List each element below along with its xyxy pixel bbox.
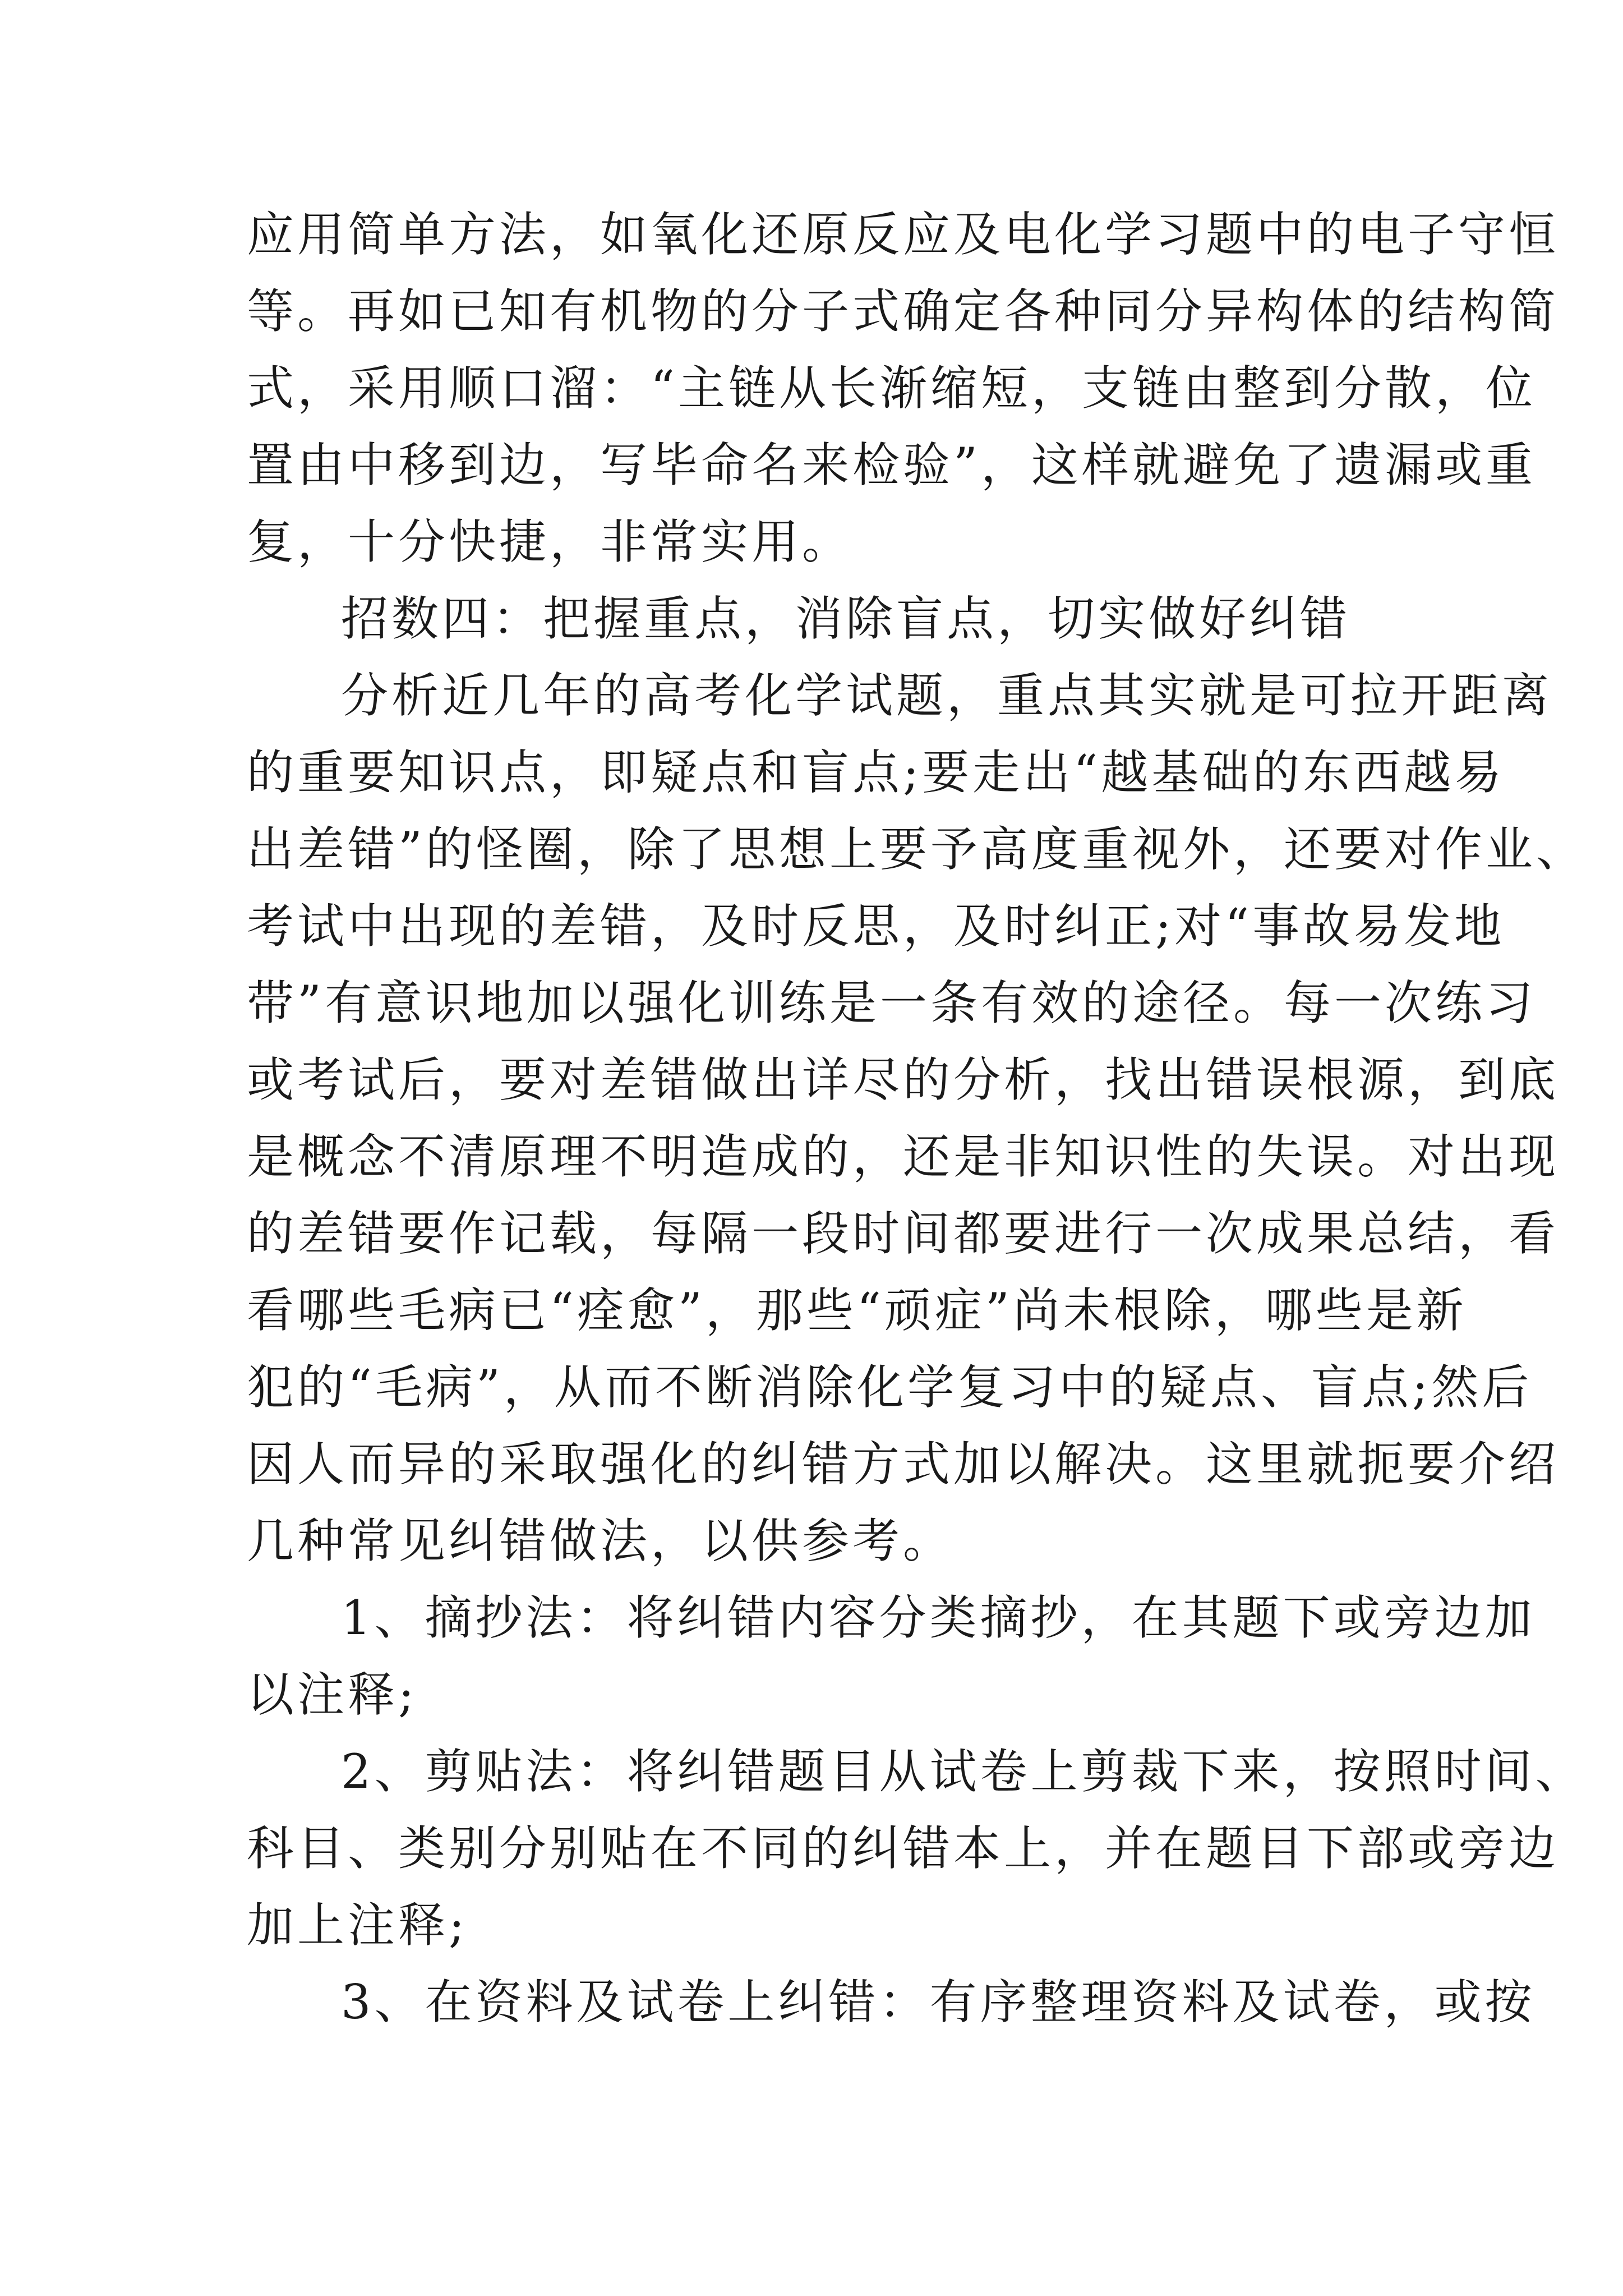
text-line: 分析近几年的高考化学试题，重点其实就是可拉开距离 [341, 668, 1553, 723]
text-line: 是概念不清原理不明造成的，还是非知识性的失误。对出现 [247, 1129, 1560, 1184]
text-line: 带”有意识地加以强化训练是一条有效的途径。每一次练习 [247, 976, 1536, 1030]
text-line: 看哪些毛病已“痊愈”，那些“顽症”尚未根除，哪些是新 [247, 1283, 1467, 1338]
text-line: 因人而异的采取强化的纠错方式加以解决。这里就扼要介绍 [247, 1437, 1560, 1492]
text-line: 以注释; [247, 1667, 418, 1722]
text-line: 复，十分快捷，非常实用。 [247, 514, 853, 569]
text-line: 应用简单方法，如氧化还原反应及电化学习题中的电子守恒 [247, 207, 1560, 262]
text-line: 科目、类别分别贴在不同的纠错本上，并在题目下部或旁边 [247, 1821, 1560, 1876]
text-line: 置由中移到边，写毕命名来检验”，这样就避免了遗漏或重 [247, 438, 1536, 493]
text-line: 几种常见纠错做法，以供参考。 [247, 1513, 954, 1568]
text-line: 3、在资料及试卷上纠错：有序整理资料及试卷，或按 [341, 1975, 1536, 2030]
text-line: 等。再如已知有机物的分子式确定各种同分异构体的结构简 [247, 284, 1560, 339]
text-line: 的差错要作记载，每隔一段时间都要进行一次成果总结，看 [247, 1206, 1560, 1261]
text-line: 的重要知识点，即疑点和盲点;要走出“越基础的东西越易 [247, 745, 1505, 800]
text-line: 或考试后，要对差错做出详尽的分析，找出错误根源，到底 [247, 1052, 1560, 1107]
text-line: 2、剪贴法：将纠错题目从试卷上剪裁下来，按照时间、 [341, 1744, 1586, 1799]
text-line: 加上注释; [247, 1898, 468, 1953]
text-line: 出差错”的怪圈，除了思想上要予高度重视外，还要对作业、 [247, 822, 1587, 877]
text-line: 考试中出现的差错，及时反思，及时纠正;对“事故易发地 [247, 899, 1505, 954]
text-line: 1、摘抄法：将纠错内容分类摘抄，在其题下或旁边加 [341, 1590, 1536, 1645]
text-line: 犯的“毛病”，从而不断消除化学复习中的疑点、盲点;然后 [247, 1360, 1533, 1415]
text-line: 式，采用顺口溜：“主链从长渐缩短，支链由整到分散，位 [247, 361, 1536, 416]
body-text [247, 196, 1587, 2041]
text-line: 招数四：把握重点，消除盲点，切实做好纠错 [341, 591, 1351, 646]
